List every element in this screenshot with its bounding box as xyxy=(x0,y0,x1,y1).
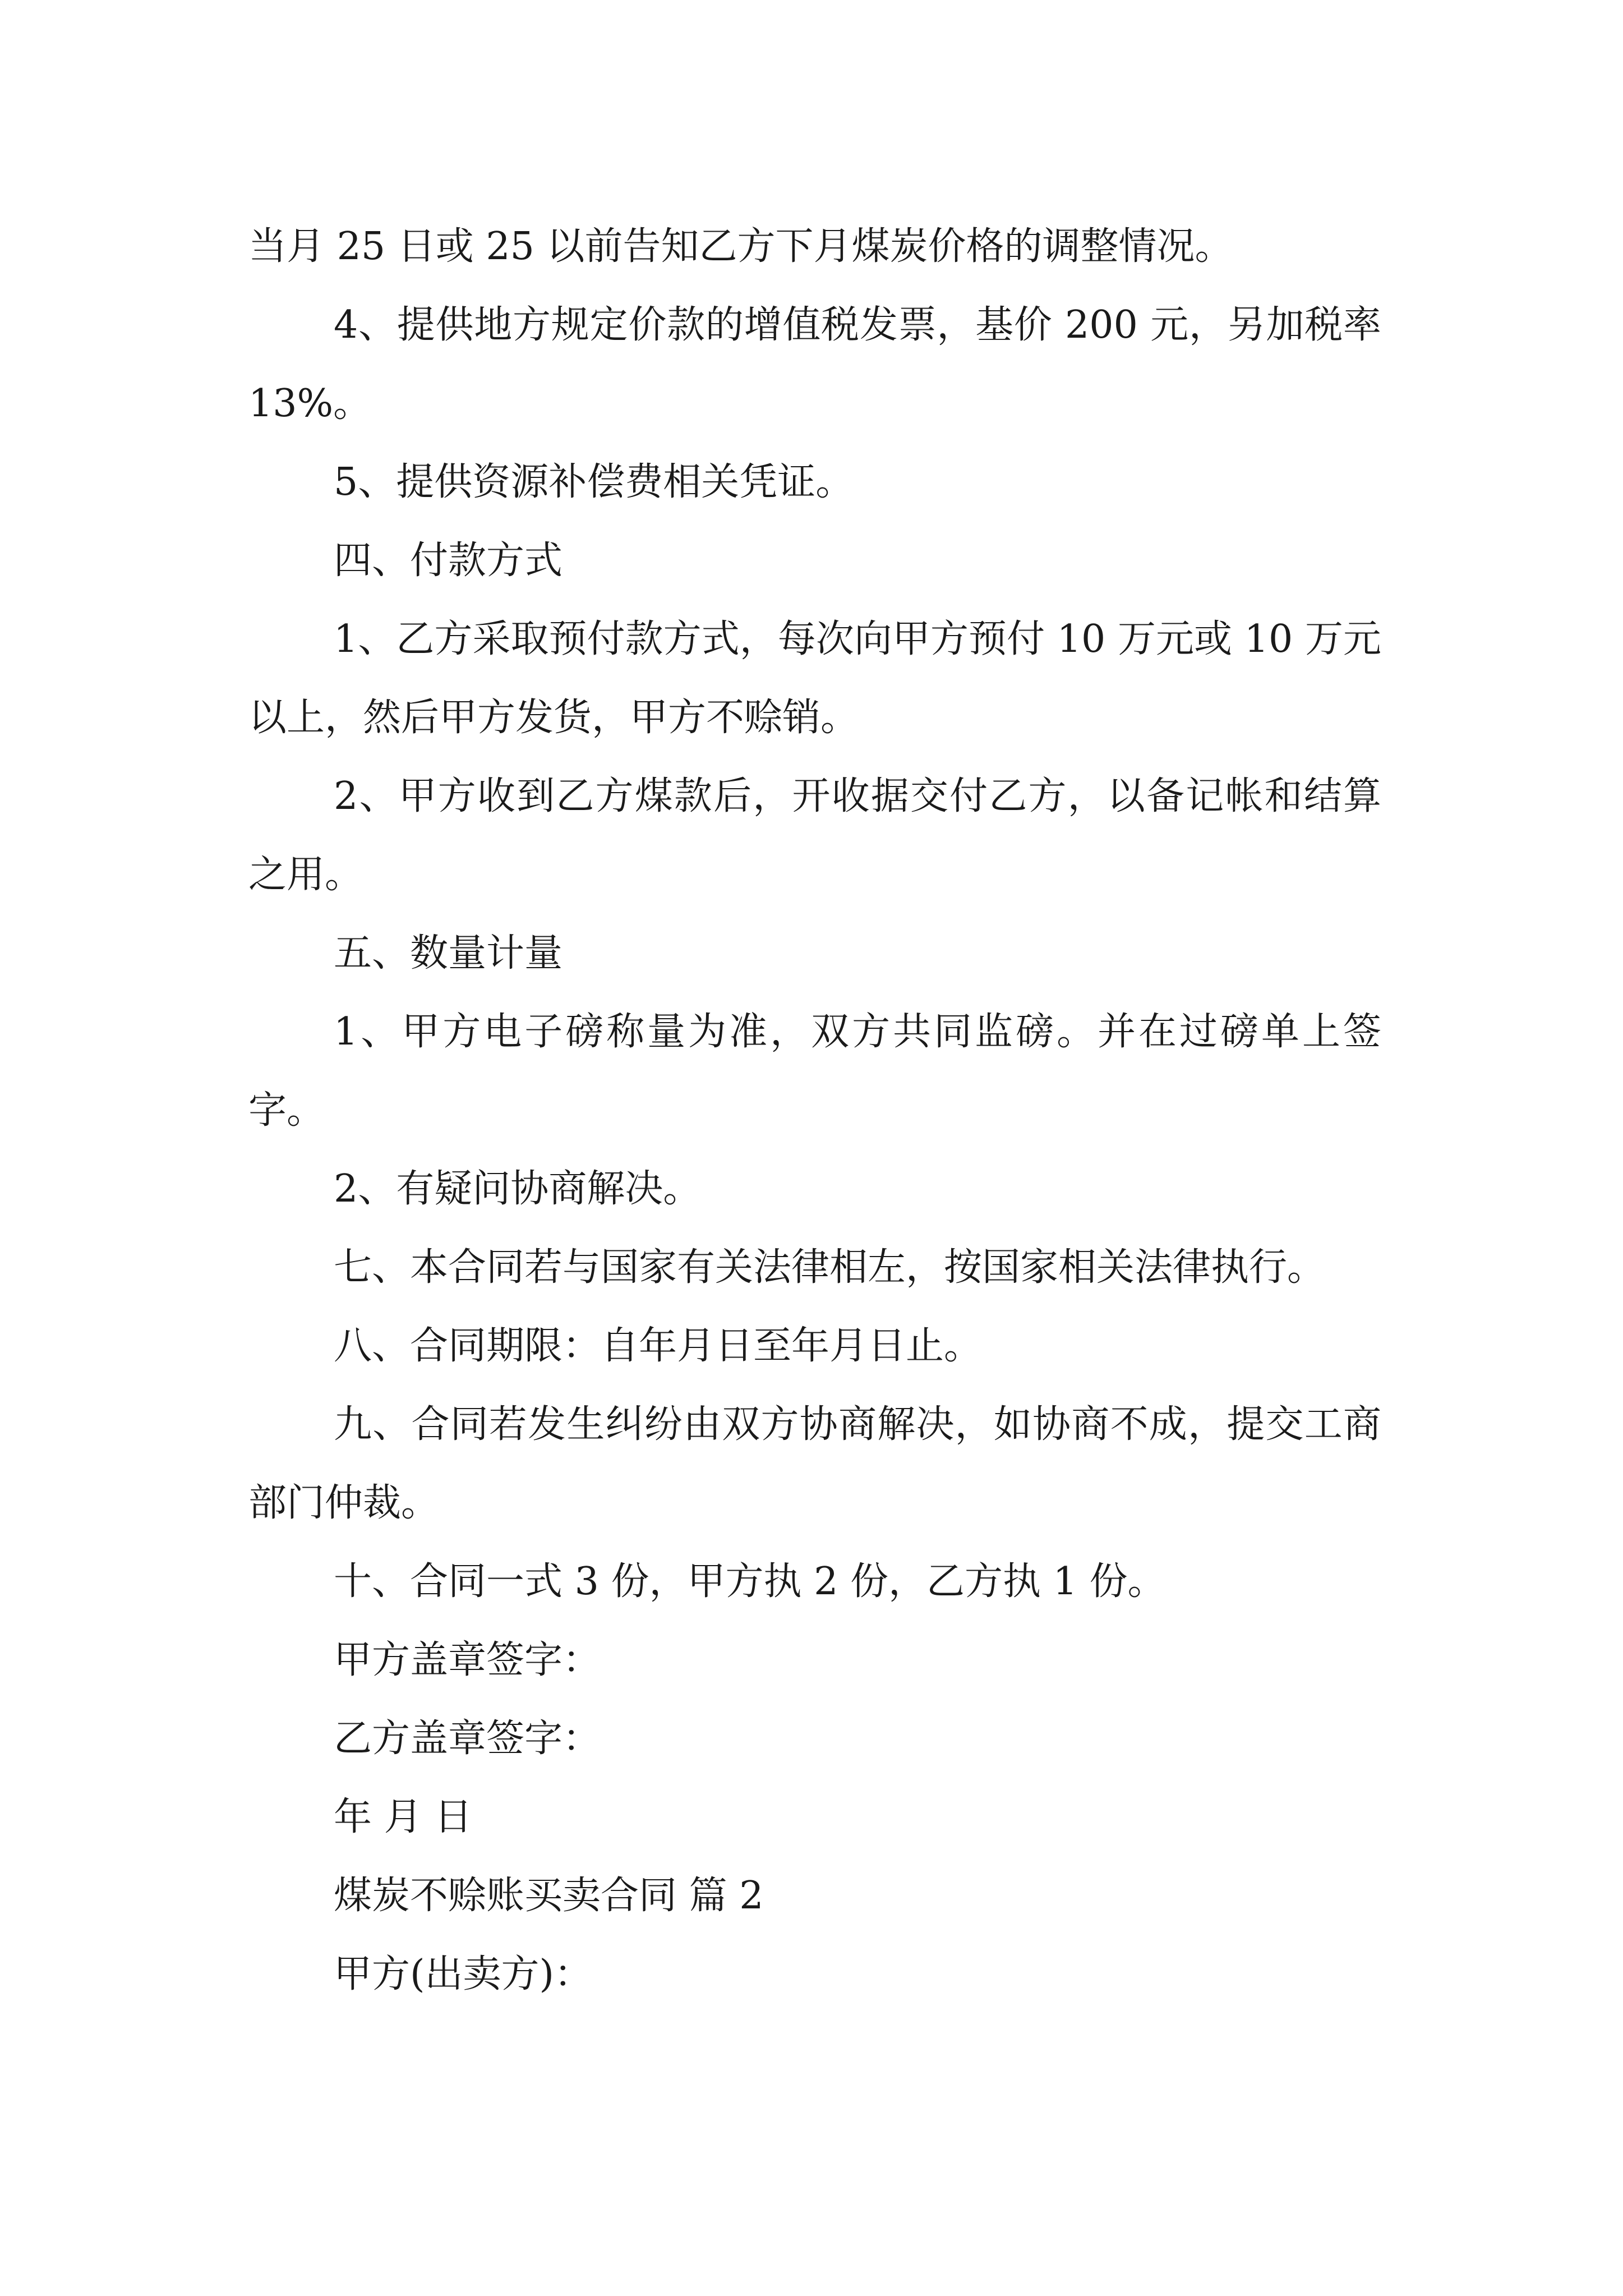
paragraph-vat-invoice: 4、提供地方规定价款的增值税发票，基价 200 元，另加税率 13%。 xyxy=(248,303,1381,426)
paragraph-electronic-scale: 1、甲方电子磅称量为准，双方共同监磅。并在过磅单上签字。 xyxy=(248,1010,1381,1133)
paragraph-receipt: 2、甲方收到乙方煤款后，开收据交付乙方，以备记帐和结算之用。 xyxy=(248,774,1381,897)
paragraph-dispute-negotiation: 2、有疑问协商解决。 xyxy=(334,1167,702,1211)
paragraph-arbitration: 九、合同若发生纠纷由双方协商解决，如协商不成，提交工商部门仲裁。 xyxy=(248,1402,1381,1525)
paragraph-legal-compliance: 七、本合同若与国家有关法律相左，按国家相关法律执行。 xyxy=(334,1245,1326,1290)
paragraph-price-adjustment-notice: 当月 25 日或 25 以前告知乙方下月煤炭价格的调整情况。 xyxy=(248,224,1233,269)
signature-date: 年 月 日 xyxy=(334,1795,473,1839)
paragraph-resource-compensation: 5、提供资源补偿费相关凭证。 xyxy=(334,460,854,504)
heading-quantity-measurement: 五、数量计量 xyxy=(334,931,563,976)
signature-party-a: 甲方盖章签字： xyxy=(334,1638,601,1682)
paragraph-copies: 十、合同一式 3 份，甲方执 2 份，乙方执 1 份。 xyxy=(334,1559,1166,1604)
party-a-seller: 甲方(出卖方)： xyxy=(334,1952,593,1996)
heading-payment-method: 四、付款方式 xyxy=(334,539,563,583)
paragraph-prepayment: 1、乙方采取预付款方式，每次向甲方预付 10 万元或 10 万元以上，然后甲方发货，甲方不赊销。 xyxy=(248,617,1381,740)
contract-title-part-2: 煤炭不赊账买卖合同 篇 2 xyxy=(334,1874,764,1918)
signature-party-b: 乙方盖章签字： xyxy=(334,1717,601,1761)
paragraph-contract-term: 八、合同期限：自年月日至年月日止。 xyxy=(334,1324,983,1368)
document-body xyxy=(248,208,1381,2014)
